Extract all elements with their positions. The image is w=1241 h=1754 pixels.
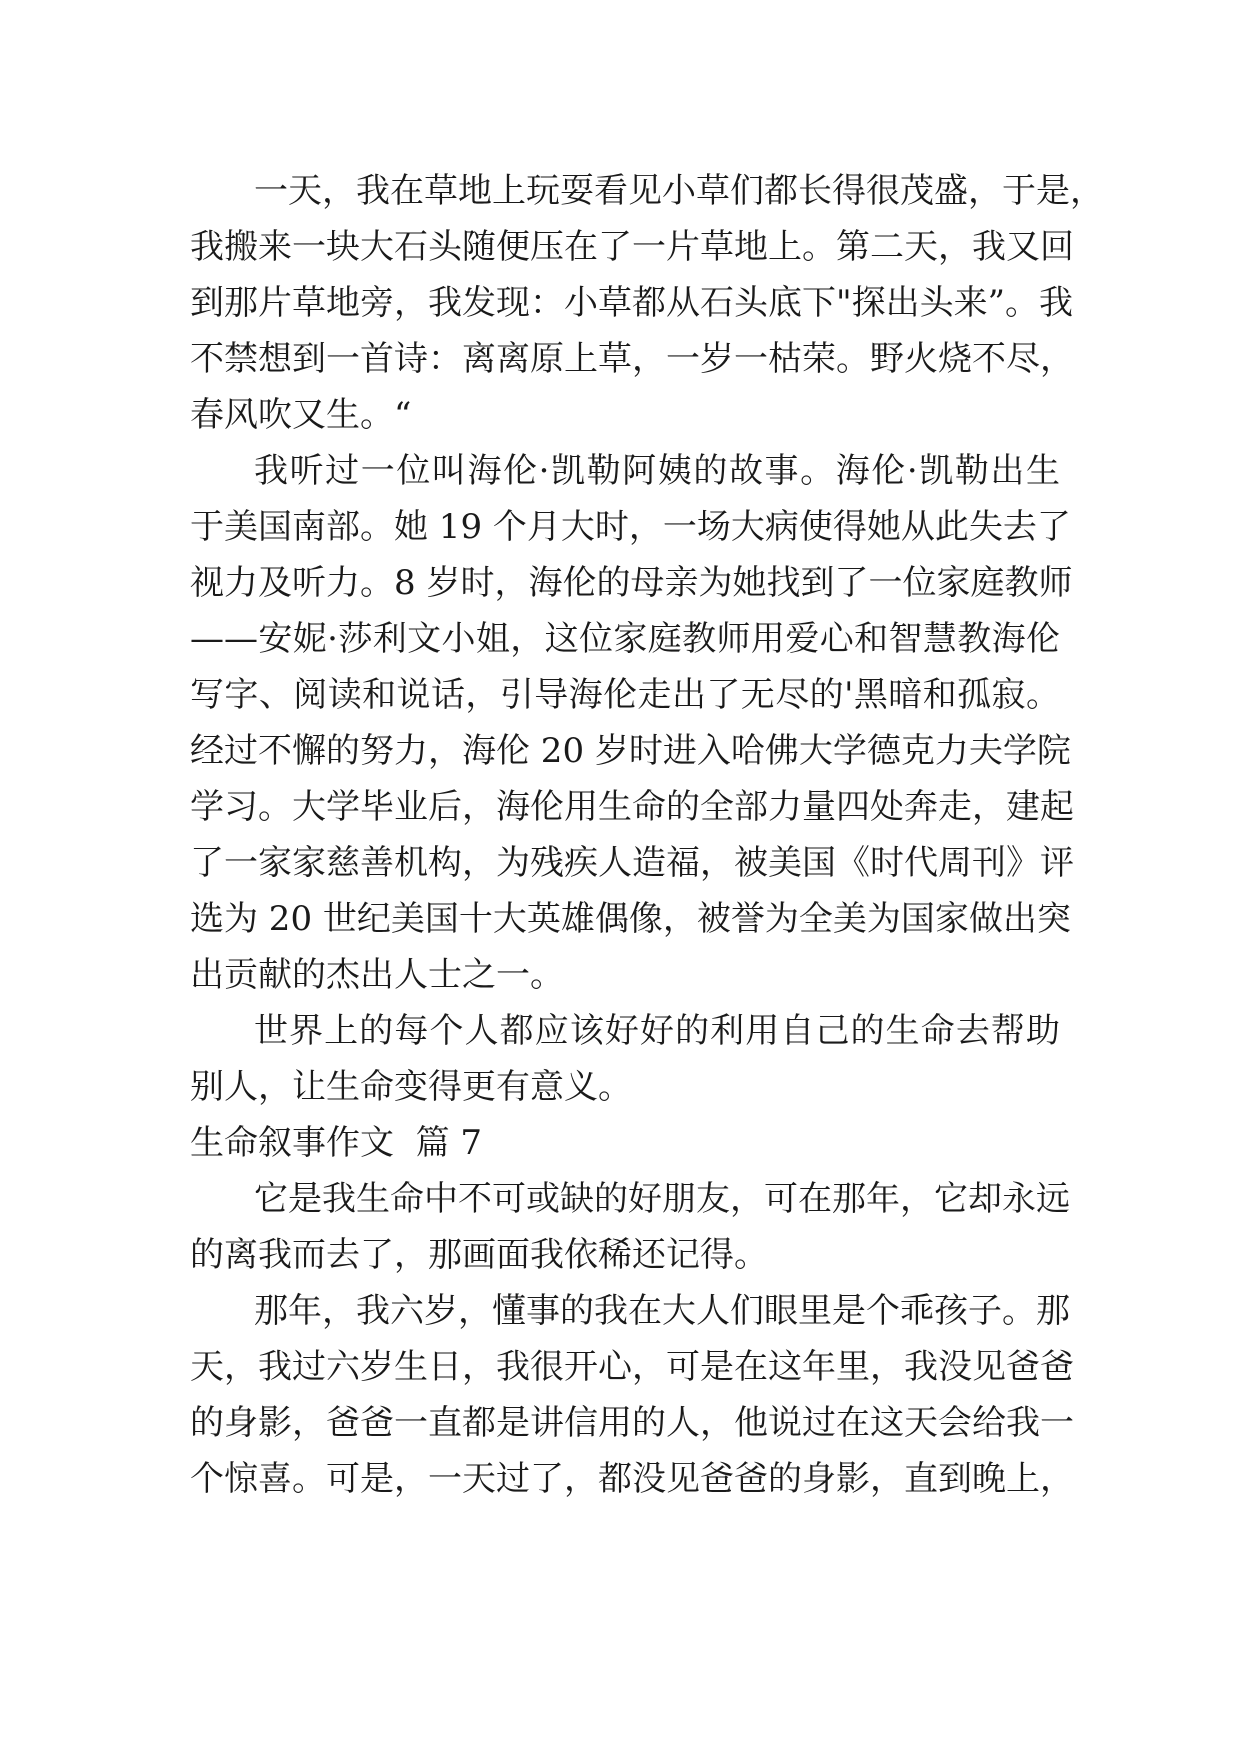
paragraph-line: 我搬来一块大石头随便压在了一片草地上。第二天，我又回	[190, 227, 1074, 267]
paragraph-line: 那年，我六岁，懂事的我在大人们眼里是个乖孩子。那	[254, 1291, 1070, 1331]
paragraph-line: 个惊喜。可是，一天过了，都没见爸爸的身影，直到晚上，	[190, 1459, 1074, 1499]
paragraph-line: 经过不懈的努力，海伦 20 岁时进入哈佛大学德克力夫学院	[190, 731, 1071, 771]
paragraph-line: 一天，我在草地上玩耍看见小草们都长得很茂盛，于是，	[254, 171, 1104, 211]
paragraph-line: 不禁想到一首诗：离离原上草，一岁一枯荣。野火烧不尽，	[190, 339, 1074, 379]
paragraph-line: 春风吹又生。“	[190, 395, 412, 435]
paragraph-line: 了一家家慈善机构，为残疾人造福，被美国《时代周刊》评	[190, 843, 1074, 883]
paragraph-line: 它是我生命中不可或缺的好朋友，可在那年，它却永远	[254, 1179, 1070, 1219]
paragraph-line: 出贡献的杰出人士之一。	[190, 955, 564, 995]
paragraph-line: 于美国南部。她 19 个月大时，一场大病使得她从此失去了	[190, 507, 1071, 547]
paragraph-line: 学习。大学毕业后，海伦用生命的全部力量四处奔走，建起	[190, 787, 1074, 827]
section-heading: 生命叙事作文 篇 7	[190, 1123, 483, 1163]
paragraph-line: 选为 20 世纪美国十大英雄偶像，被誉为全美为国家做出突	[190, 899, 1071, 939]
paragraph-line: 世界上的每个人都应该好好的利用自己的生命去帮助	[254, 1011, 1060, 1051]
paragraph-line: 别人，让生命变得更有意义。	[190, 1067, 632, 1107]
paragraph-line: 写字、阅读和说话，引导海伦走出了无尽的'黑暗和孤寂。	[190, 675, 1060, 715]
paragraph-line: 视力及听力。8 岁时，海伦的母亲为她找到了一位家庭教师	[190, 563, 1073, 603]
paragraph-line: 到那片草地旁，我发现：小草都从石头底下"探出头来”。我	[190, 283, 1074, 323]
paragraph-line: 的离我而去了，那画面我依稀还记得。	[190, 1235, 768, 1275]
paragraph-line: 我听过一位叫海伦·凯勒阿姨的故事。海伦·凯勒出生	[254, 451, 1060, 491]
paragraph-line: ——安妮·莎利文小姐，这位家庭教师用爱心和智慧教海伦	[190, 619, 1060, 659]
paragraph-line: 天，我过六岁生日，我很开心，可是在这年里，我没见爸爸	[190, 1347, 1074, 1387]
paragraph-line: 的身影，爸爸一直都是讲信用的人，他说过在这天会给我一	[190, 1403, 1074, 1443]
